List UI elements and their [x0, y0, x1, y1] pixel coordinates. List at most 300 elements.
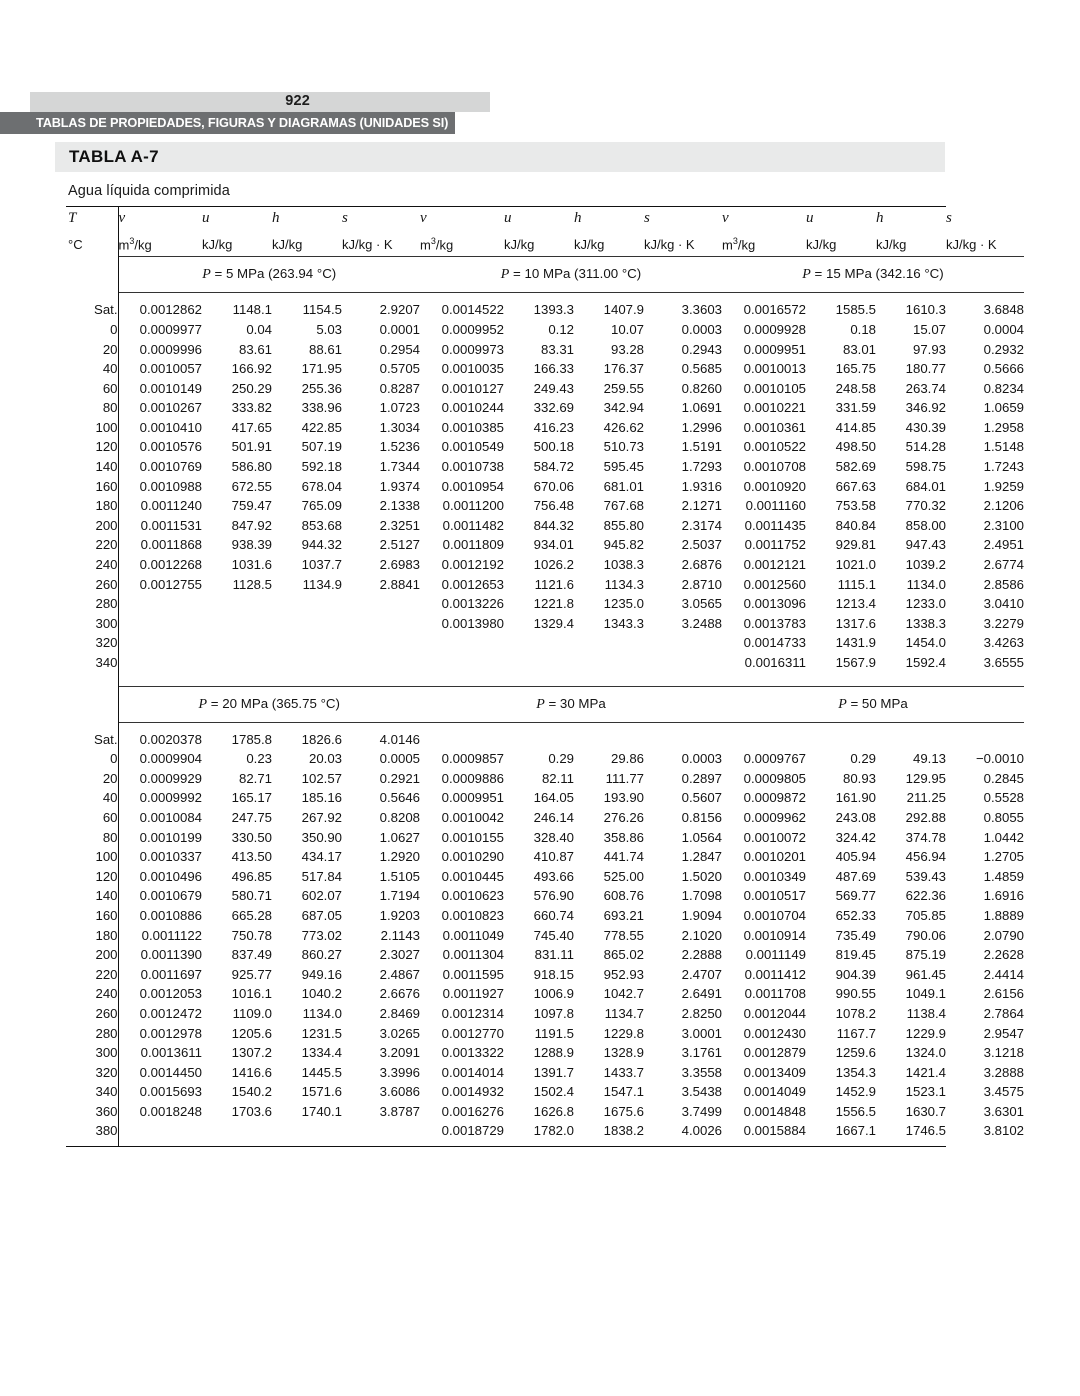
cell-h: 1592.4 — [905, 655, 946, 671]
cell-h: 267.92 — [301, 809, 342, 825]
table-row — [66, 1121, 1024, 1141]
header-v-symbol: v — [118, 207, 202, 230]
cell-s: 1.5236 — [379, 439, 420, 455]
cell-s: 3.0565 — [681, 596, 722, 612]
cell-v: 0.0014049 — [743, 1084, 806, 1100]
cell-u: 1109.0 — [232, 1005, 272, 1021]
cell-h: 1338.3 — [905, 615, 946, 631]
header-v-symbol: v — [420, 210, 427, 226]
cell-v — [420, 633, 504, 653]
cell-s — [342, 594, 420, 614]
row-temperature: 140 — [95, 888, 118, 904]
cell-v: 0.0010035 — [441, 361, 504, 377]
cell-h: 860.27 — [301, 947, 342, 963]
cell-u: 582.69 — [835, 459, 876, 475]
row-temperature: 40 — [102, 361, 118, 377]
cell-h: 441.74 — [603, 849, 644, 865]
cell-v: 0.0012472 — [118, 1004, 202, 1024]
cell-u: 493.66 — [533, 868, 574, 884]
cell-u: 331.59 — [835, 400, 876, 416]
cell-v: 0.0010127 — [441, 380, 504, 396]
row-temperature: 200 — [95, 947, 118, 963]
cell-s: 2.4951 — [983, 537, 1024, 553]
cell-h: 1838.2 — [603, 1123, 644, 1139]
cell-s — [342, 1121, 420, 1141]
cell-u: 1307.2 — [231, 1045, 272, 1061]
cell-h: 947.43 — [905, 537, 946, 553]
cell-v: 0.0015884 — [743, 1123, 806, 1139]
table-row — [66, 437, 1024, 457]
cell-h: 93.28 — [610, 341, 644, 357]
table-row — [66, 984, 1024, 1004]
cell-v — [420, 653, 504, 673]
row-temperature: 280 — [95, 1025, 118, 1041]
cell-h: 1433.7 — [603, 1064, 644, 1080]
row-temperature: 320 — [95, 1064, 118, 1080]
cell-u: 416.23 — [533, 419, 574, 435]
cell-v — [420, 730, 504, 750]
cell-u: 580.71 — [231, 888, 272, 904]
table-row — [66, 575, 1024, 595]
cell-h: 434.17 — [301, 849, 342, 865]
cell-v: 0.0010517 — [743, 888, 806, 904]
cell-u: 1221.8 — [533, 596, 574, 612]
table-label: TABLA A-7 — [69, 147, 159, 166]
cell-s: 0.0001 — [379, 321, 420, 337]
cell-u: 569.77 — [835, 888, 876, 904]
cell-v: 0.0012192 — [441, 557, 504, 573]
cell-s: 1.5020 — [681, 868, 722, 884]
cell-s: 2.5127 — [379, 537, 420, 553]
cell-v: 0.0010337 — [118, 847, 202, 867]
cell-v: 0.0011482 — [442, 517, 504, 533]
cell-s: 0.8156 — [681, 809, 722, 825]
cell-v: 0.0009805 — [743, 770, 806, 786]
cell-v: 0.0010410 — [118, 418, 202, 438]
row-temperature: 20 — [102, 770, 118, 786]
cell-s: 1.2996 — [681, 419, 722, 435]
pressure-label: P = 10 MPa (311.00 °C) — [500, 266, 642, 283]
cell-u — [504, 730, 574, 750]
row-temperature: 320 — [95, 635, 118, 651]
cell-u: 831.11 — [534, 947, 574, 963]
cell-s: 2.2888 — [681, 947, 722, 963]
cell-v: 0.0009951 — [743, 341, 806, 357]
cell-u: 1167.7 — [836, 1025, 876, 1041]
cell-v: 0.0016311 — [744, 655, 806, 671]
cell-h: 176.37 — [603, 361, 644, 377]
cell-v — [722, 730, 806, 750]
cell-v: 0.0010549 — [441, 439, 504, 455]
cell-h: 687.05 — [301, 907, 342, 923]
table-row — [66, 457, 1024, 477]
row-temperature: 60 — [102, 809, 118, 825]
cell-u — [202, 653, 272, 673]
cell-v: 0.0010349 — [743, 868, 806, 884]
cell-u: 652.33 — [835, 907, 876, 923]
cell-u: 501.91 — [231, 439, 272, 455]
cell-v: 0.0010988 — [118, 477, 202, 497]
cell-s: 2.6876 — [681, 557, 722, 573]
table-subtitle: Agua líquida comprimida — [68, 183, 230, 199]
cell-h: 539.43 — [905, 868, 946, 884]
table-row — [66, 653, 1024, 673]
cell-h: 1343.3 — [603, 615, 644, 631]
cell-u: 990.55 — [835, 986, 876, 1002]
cell-v: 0.0014932 — [441, 1084, 504, 1100]
cell-s: 1.9094 — [681, 907, 722, 923]
cell-h: 20.03 — [308, 751, 342, 767]
row-temperature: 220 — [95, 537, 118, 553]
cell-s: 2.5037 — [681, 537, 722, 553]
cell-s: 2.8469 — [379, 1005, 420, 1021]
cell-h: 790.06 — [905, 927, 946, 943]
cell-h: 778.55 — [603, 927, 644, 943]
cell-v: 0.0014733 — [743, 635, 806, 651]
page-number: 922 — [285, 93, 310, 109]
cell-u: 405.94 — [835, 849, 876, 865]
cell-s: 1.0442 — [983, 829, 1024, 845]
cell-u: 904.39 — [835, 966, 876, 982]
cell-u: 1703.6 — [231, 1103, 272, 1119]
cell-v: 0.0010361 — [743, 419, 806, 435]
cell-s — [342, 633, 420, 653]
pressure-band-row — [66, 687, 1024, 722]
row-temperature: 280 — [95, 596, 118, 612]
cell-u: 487.69 — [835, 868, 876, 884]
cell-v: 0.0010623 — [441, 888, 504, 904]
cell-u: 82.11 — [541, 770, 574, 786]
cell-v: 0.0010290 — [441, 849, 504, 865]
cell-s: 2.6983 — [379, 557, 420, 573]
cell-s — [644, 633, 722, 653]
cell-u: 0.04 — [246, 321, 272, 337]
row-temperature: 140 — [95, 459, 118, 475]
cell-v: 0.0014450 — [118, 1063, 202, 1083]
cell-h: 1547.1 — [603, 1084, 644, 1100]
compressed-liquid-water-table — [66, 206, 1024, 1147]
cell-u: 735.49 — [835, 927, 876, 943]
cell-h: 1229.9 — [905, 1025, 946, 1041]
cell-s: 3.6555 — [983, 655, 1024, 671]
cell-s: 1.7194 — [379, 888, 420, 904]
cell-u: 1667.1 — [835, 1123, 876, 1139]
table-row — [66, 379, 1024, 399]
cell-s: 0.8208 — [379, 809, 420, 825]
cell-v — [118, 633, 202, 653]
table-row — [66, 965, 1024, 985]
cell-h: 5.03 — [316, 321, 342, 337]
cell-u: 1585.5 — [835, 302, 876, 318]
cell-u: 0.23 — [246, 751, 272, 767]
cell-u: 929.81 — [835, 537, 876, 553]
cell-u: 1021.0 — [835, 557, 876, 573]
cell-h: 944.32 — [301, 537, 342, 553]
spacer-row — [66, 293, 1024, 300]
table-row — [66, 926, 1024, 946]
cell-s: 0.2932 — [983, 341, 1024, 357]
cell-v: 0.0012770 — [441, 1025, 504, 1041]
cell-s — [644, 730, 722, 750]
cell-v: 0.0011390 — [118, 945, 202, 965]
cell-v — [118, 653, 202, 673]
row-temperature: 340 — [95, 1084, 118, 1100]
cell-u: 164.05 — [533, 790, 574, 806]
cell-s: 1.6916 — [983, 888, 1024, 904]
cell-s: 2.4414 — [983, 966, 1024, 982]
row-temperature: 200 — [95, 517, 118, 533]
cell-s: 3.1218 — [983, 1045, 1024, 1061]
cell-h: 678.04 — [301, 478, 342, 494]
cell-s: 3.2279 — [983, 615, 1024, 631]
cell-s: 3.4263 — [983, 635, 1024, 651]
cell-v: 0.0010954 — [441, 478, 504, 494]
cell-h: 855.80 — [603, 517, 644, 533]
cell-s: 2.6156 — [983, 986, 1024, 1002]
cell-u: 1502.4 — [533, 1084, 574, 1100]
cell-u: 1016.1 — [231, 986, 272, 1002]
cell-h: 185.16 — [301, 790, 342, 806]
cell-h — [876, 730, 946, 750]
cell-v: 0.0010576 — [118, 437, 202, 457]
row-temperature: Sat. — [94, 731, 118, 747]
cell-s: 1.0723 — [379, 400, 420, 416]
cell-h: 1324.0 — [905, 1045, 946, 1061]
cell-u: 1259.6 — [835, 1045, 876, 1061]
cell-h: 1042.7 — [603, 986, 644, 1002]
cell-u: 1556.5 — [835, 1103, 876, 1119]
cell-s: 2.1020 — [681, 927, 722, 943]
cell-h: 765.09 — [301, 498, 342, 514]
cell-v: 0.0009996 — [118, 340, 202, 360]
pressure-band-row — [66, 257, 1024, 292]
cell-h: 865.02 — [603, 947, 644, 963]
row-temperature: 120 — [95, 868, 118, 884]
cell-s: 2.3251 — [379, 517, 420, 533]
cell-h: 1038.3 — [603, 557, 644, 573]
cell-v: 0.0011049 — [442, 927, 504, 943]
cell-v: 0.0014014 — [441, 1064, 504, 1080]
cell-h — [272, 614, 342, 634]
cell-h: 180.77 — [905, 361, 946, 377]
pressure-label: P = 20 MPa (365.75 °C) — [118, 687, 420, 722]
row-temperature: 240 — [95, 986, 118, 1002]
cell-v: 0.0016572 — [743, 302, 806, 318]
cell-u: 324.42 — [835, 829, 876, 845]
table-row — [66, 769, 1024, 789]
cell-u: 844.32 — [533, 517, 574, 533]
cell-v: 0.0013409 — [743, 1064, 806, 1080]
cell-u: 819.45 — [835, 947, 876, 963]
cell-s: 0.8260 — [681, 380, 722, 396]
cell-h: 342.94 — [603, 400, 644, 416]
table-row — [66, 886, 1024, 906]
cell-h — [272, 653, 342, 673]
cell-h: 1134.3 — [604, 576, 644, 592]
cell-h: 945.82 — [603, 537, 644, 553]
cell-u: 1391.7 — [533, 1064, 574, 1080]
cell-v: 0.0012430 — [743, 1025, 806, 1041]
cell-u: 1452.9 — [835, 1084, 876, 1100]
cell-u: 0.29 — [850, 751, 876, 767]
cell-h: 1138.4 — [906, 1005, 946, 1021]
table-row — [66, 847, 1024, 867]
cell-h: 858.00 — [905, 517, 946, 533]
cell-s: 3.4575 — [983, 1084, 1024, 1100]
cell-u: 0.12 — [548, 321, 574, 337]
cell-v: 0.0012053 — [118, 984, 202, 1004]
table-row — [66, 477, 1024, 497]
cell-s: 2.8710 — [681, 576, 722, 592]
cell-s: 2.8841 — [379, 576, 420, 592]
cell-s: 0.2921 — [379, 770, 420, 786]
row-temperature: Sat. — [94, 302, 118, 318]
cell-v: 0.0010704 — [743, 907, 806, 923]
cell-h: 1407.9 — [603, 302, 644, 318]
header-s-symbol: s — [644, 210, 650, 226]
cell-v: 0.0011868 — [118, 535, 202, 555]
section-gap — [66, 673, 1024, 686]
row-temperature: 340 — [95, 655, 118, 671]
cell-u: 80.93 — [842, 770, 876, 786]
cell-u: 756.48 — [533, 498, 574, 514]
cell-h: 211.25 — [906, 790, 946, 806]
cell-s — [946, 730, 1024, 750]
cell-h: 1445.5 — [301, 1064, 342, 1080]
cell-s: 3.0410 — [983, 596, 1024, 612]
table-row — [66, 555, 1024, 575]
table-row — [66, 808, 1024, 828]
cell-s: 3.6848 — [983, 302, 1024, 318]
header-symbol-row — [66, 207, 1024, 230]
cell-u: 410.87 — [533, 849, 574, 865]
cell-u: 745.40 — [533, 927, 574, 943]
cell-u: 1317.6 — [835, 615, 876, 631]
cell-s: 0.5666 — [983, 361, 1024, 377]
cell-v: 0.0013226 — [441, 596, 504, 612]
cell-s: 1.4859 — [983, 868, 1024, 884]
cell-s: 3.2488 — [681, 615, 722, 631]
cell-s — [644, 653, 722, 673]
cell-h: 608.76 — [603, 888, 644, 904]
cell-u: 665.28 — [231, 907, 272, 923]
header-unit-row — [66, 230, 1024, 256]
pressure-label: P = 30 MPa — [536, 695, 606, 712]
cell-s: 1.3034 — [379, 419, 420, 435]
cell-u: 166.92 — [231, 361, 272, 377]
cell-h: 1231.5 — [301, 1025, 342, 1041]
cell-s: 1.7243 — [983, 459, 1024, 475]
cell-v: 0.0013783 — [743, 615, 806, 631]
cell-v: 0.0012653 — [441, 576, 504, 592]
cell-s: 3.0001 — [681, 1025, 722, 1041]
cell-v: 0.0011708 — [744, 986, 806, 1002]
cell-h: 426.62 — [603, 419, 644, 435]
cell-v: 0.0010105 — [743, 380, 806, 396]
cell-u: 246.14 — [533, 809, 574, 825]
cell-s: 1.7293 — [681, 459, 722, 475]
cell-v: 0.0010679 — [118, 886, 202, 906]
table-row — [66, 418, 1024, 438]
cell-s: 0.5705 — [379, 361, 420, 377]
cell-v: 0.0010199 — [118, 828, 202, 848]
row-temperature: 360 — [95, 1103, 118, 1119]
cell-v: 0.0011122 — [118, 926, 202, 946]
cell-v: 0.0012879 — [743, 1045, 806, 1061]
cell-s: 2.4707 — [681, 966, 722, 982]
cell-h: 525.00 — [603, 868, 644, 884]
cell-h: 514.28 — [905, 439, 946, 455]
header-v-unit: $m^3/kg$ — [118, 230, 202, 256]
cell-s: 0.0003 — [681, 321, 722, 337]
cell-s: 3.8102 — [983, 1123, 1024, 1139]
cell-s: 0.5646 — [379, 790, 420, 806]
cell-v: 0.0010823 — [441, 907, 504, 923]
cell-v: 0.0009929 — [118, 769, 202, 789]
cell-s: 0.8287 — [379, 380, 420, 396]
cell-h: 374.78 — [905, 829, 946, 845]
cell-h: 1746.5 — [905, 1123, 946, 1139]
cell-h: 684.01 — [905, 478, 946, 494]
cell-h: 358.86 — [603, 829, 644, 845]
cell-v: 0.0010738 — [441, 459, 504, 475]
cell-u: 938.39 — [231, 537, 272, 553]
cell-h: 1134.0 — [302, 1005, 342, 1021]
cell-h: 338.96 — [301, 400, 342, 416]
running-head — [0, 92, 490, 134]
header-h-unit: kJ/kg — [272, 237, 303, 253]
cell-u: 1026.2 — [533, 557, 574, 573]
cell-s: 3.5438 — [681, 1084, 722, 1100]
table-row — [66, 828, 1024, 848]
cell-u: 1128.5 — [232, 576, 272, 592]
table-row — [66, 535, 1024, 555]
cell-s: −0.0010 — [975, 751, 1024, 767]
cell-u: 0.29 — [548, 751, 574, 767]
cell-v: 0.0012314 — [441, 1005, 504, 1021]
cell-s: 3.2091 — [379, 1045, 420, 1061]
cell-s: 3.2888 — [983, 1064, 1024, 1080]
cell-u: 1031.6 — [231, 557, 272, 573]
cell-u: 328.40 — [533, 829, 574, 845]
cell-s: 2.4867 — [379, 966, 420, 982]
cell-v: 0.0010201 — [743, 849, 806, 865]
cell-v: 0.0010042 — [441, 809, 504, 825]
cell-u: 249.43 — [533, 380, 574, 396]
cell-h: 517.84 — [301, 868, 342, 884]
cell-h: 510.73 — [603, 439, 644, 455]
cell-v: 0.0010221 — [743, 400, 806, 416]
pressure-label: P = 15 MPa (342.16 °C) — [802, 266, 944, 283]
pressure-label: P = 50 MPa — [838, 695, 908, 712]
cell-s: 2.6774 — [983, 557, 1024, 573]
header-s-unit: kJ/kg · K — [946, 237, 997, 253]
cell-s: 0.2954 — [379, 341, 420, 357]
cell-v: 0.0013980 — [441, 615, 504, 631]
table-row — [66, 340, 1024, 360]
cell-h: 259.55 — [603, 380, 644, 396]
cell-u: 417.65 — [231, 419, 272, 435]
cell-v — [118, 1121, 202, 1141]
cell-h: 430.39 — [905, 419, 946, 435]
pressure-label: P = 5 MPa (263.94 °C) — [118, 257, 420, 292]
row-temperature: 120 — [95, 439, 118, 455]
cell-u: 1431.9 — [835, 635, 876, 651]
row-temperature: 160 — [95, 907, 118, 923]
cell-h: 1421.4 — [905, 1064, 946, 1080]
cell-s: 1.9259 — [983, 478, 1024, 494]
cell-h: 97.93 — [912, 341, 946, 357]
